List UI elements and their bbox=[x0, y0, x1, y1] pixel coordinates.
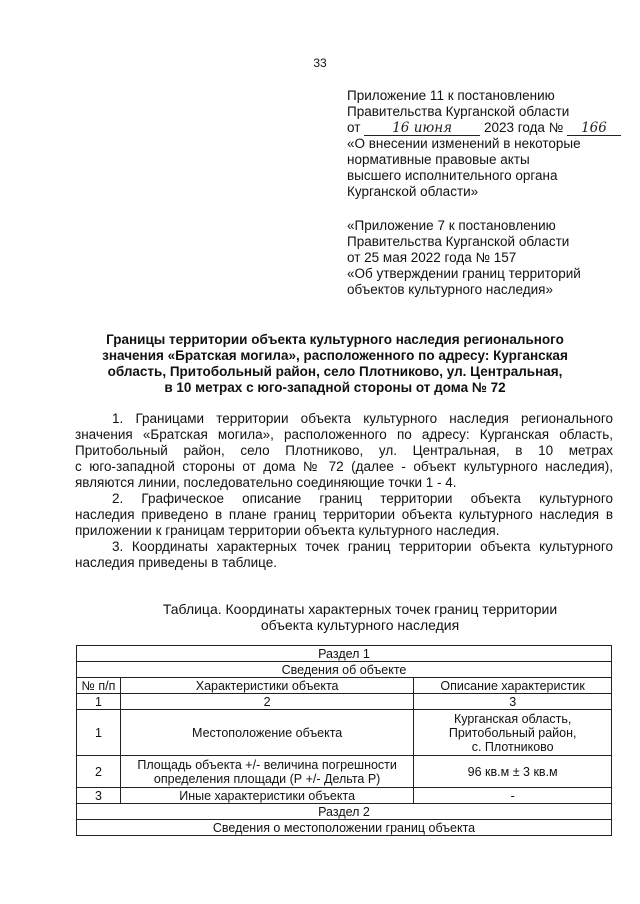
appendix-line: «О внесении изменений в некоторые bbox=[347, 136, 581, 151]
paragraph-line: значения «Братская могила», расположенного по адресу: Курганская область, bbox=[75, 427, 613, 442]
title-line: область, Притобольный район, село Плотниково, ул. Центральная, bbox=[107, 364, 563, 379]
section-1-label: Раздел 1 bbox=[77, 646, 612, 662]
table-cell: 3 bbox=[414, 694, 612, 710]
date-prefix: от bbox=[347, 120, 361, 135]
coordinates-table bbox=[76, 645, 612, 836]
column-header: № п/п bbox=[77, 678, 121, 694]
paragraph-line: приложении к границам территории объекта культурного наследия. bbox=[75, 523, 500, 538]
table-cell: 2 bbox=[77, 756, 121, 788]
appendix-previous-header bbox=[347, 218, 617, 298]
appendix-line: Приложение 11 к постановлению bbox=[347, 88, 555, 103]
paragraph-line: Притобольный район, село Плотниково, ул. Центральная, в 10 метрах bbox=[75, 443, 613, 458]
paragraph-2 bbox=[75, 491, 613, 539]
caption-line: Таблица. Координаты характерных точек границ территории bbox=[162, 601, 558, 617]
paragraph-3 bbox=[75, 539, 613, 571]
table-cell: 3 bbox=[77, 788, 121, 804]
table-row bbox=[77, 662, 612, 678]
table-cell bbox=[414, 710, 612, 756]
table-row bbox=[77, 756, 612, 788]
handwritten-number: 166 bbox=[567, 121, 621, 136]
column-header: Характеристики объекта bbox=[120, 678, 413, 694]
section-2-title: Сведения о местоположении границ объекта bbox=[77, 820, 612, 836]
table-cell: 1 bbox=[77, 710, 121, 756]
cell-line: Курганская область, bbox=[453, 711, 572, 726]
appendix-line: объектов культурного наследия» bbox=[347, 282, 553, 297]
paragraph-1 bbox=[75, 411, 613, 491]
paragraph-line: наследия приведены в таблице. bbox=[75, 555, 278, 570]
page-number: 33 bbox=[313, 56, 327, 70]
cell-line: Притобольный район, bbox=[448, 725, 577, 740]
table-numbering-row bbox=[77, 694, 612, 710]
cell-line: определения площади (Р +/- Дельта Р) bbox=[153, 771, 381, 786]
table-row bbox=[77, 788, 612, 804]
appendix-line: «Приложение 7 к постановлению bbox=[347, 218, 556, 233]
appendix-line: высшего исполнительного органа bbox=[347, 168, 558, 183]
appendix-line: нормативные правовые акты bbox=[347, 152, 530, 167]
table-cell: Местоположение объекта bbox=[120, 710, 413, 756]
table-cell: - bbox=[414, 788, 612, 804]
cell-line: Площадь объекта +/- величина погрешности bbox=[137, 757, 397, 772]
paragraph-line: 3. Координаты характерных точек границ территории объекта культурного bbox=[112, 539, 613, 554]
title-line: Границы территории объекта культурного наследия регионального bbox=[106, 332, 564, 347]
section-2-label: Раздел 2 bbox=[77, 804, 612, 820]
table-row bbox=[77, 646, 612, 662]
title-line: в 10 метрах с юго-западной стороны от дома № 72 bbox=[164, 380, 506, 395]
date-suffix: 2023 года № bbox=[483, 120, 564, 135]
table-row bbox=[77, 820, 612, 836]
table-header-row bbox=[77, 678, 612, 694]
document-title bbox=[70, 332, 600, 396]
table-cell: Иные характеристики объекта bbox=[120, 788, 413, 804]
appendix-date-line bbox=[347, 120, 617, 136]
table-caption bbox=[80, 601, 640, 633]
appendix-line: от 25 мая 2022 года № 157 bbox=[347, 250, 517, 265]
column-header: Описание характеристик bbox=[414, 678, 612, 694]
table-cell: 2 bbox=[120, 694, 413, 710]
paragraph-line: наследия приведено в плане границ территории объекта культурного наследия в bbox=[75, 507, 613, 522]
paragraph-line: 1. Границами территории объекта культурного наследия регионального bbox=[112, 411, 613, 426]
table-cell: 96 кв.м ± 3 кв.м bbox=[414, 756, 612, 788]
appendix-line: Правительства Курганской области bbox=[347, 104, 570, 119]
appendix-line: «Об утверждении границ территорий bbox=[347, 266, 581, 281]
table-row bbox=[77, 710, 612, 756]
handwritten-date: 16 июня bbox=[364, 121, 480, 136]
table-cell: 1 bbox=[77, 694, 121, 710]
paragraph-line: с юго-западной стороны от дома № 72 (далее - объект культурного наследия), bbox=[75, 459, 613, 474]
appendix-current-header bbox=[347, 88, 617, 200]
table-cell bbox=[120, 756, 413, 788]
appendix-line: Правительства Курганской области bbox=[347, 234, 570, 249]
appendix-line: Курганской области» bbox=[347, 184, 479, 199]
section-1-title: Сведения об объекте bbox=[77, 662, 612, 678]
table-row bbox=[77, 804, 612, 820]
paragraph-line: являются линии, последовательно соединяющие точки 1 - 4. bbox=[75, 475, 457, 490]
caption-line: объекта культурного наследия bbox=[260, 617, 460, 633]
cell-line: с. Плотниково bbox=[471, 739, 554, 754]
title-line: значения «Братская могила», расположенного по адресу: Курганская bbox=[102, 348, 568, 363]
paragraph-line: 2. Графическое описание границ территории объекта культурного bbox=[112, 491, 613, 506]
